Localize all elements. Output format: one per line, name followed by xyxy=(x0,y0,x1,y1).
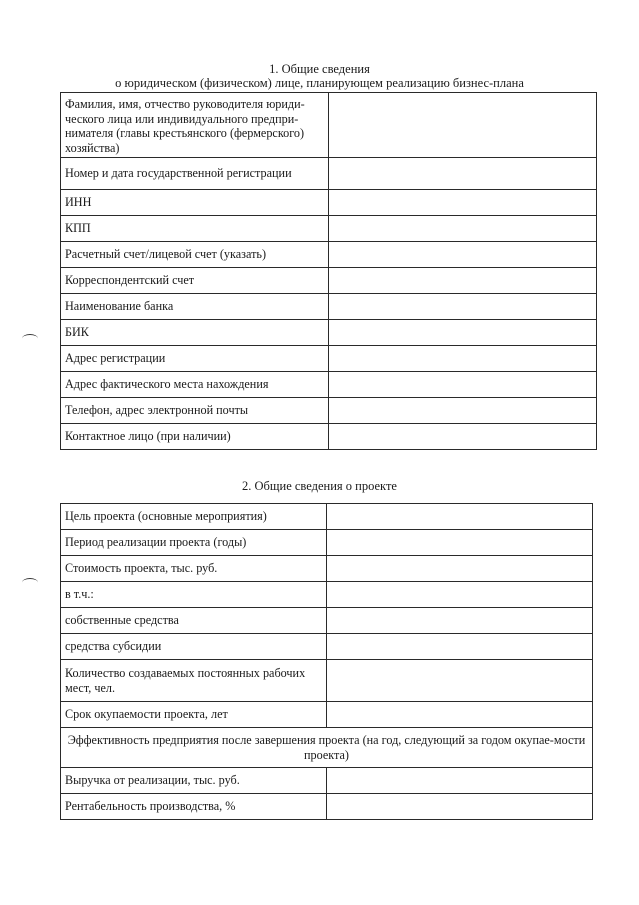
section1-subtitle: о юридическом (физическом) лице, планирующем реализацию бизнес-плана xyxy=(115,76,524,90)
row-label: КПП xyxy=(61,216,329,242)
table-row xyxy=(61,346,597,372)
table-row xyxy=(61,372,597,398)
row-label: Период реализации проекта (годы) xyxy=(61,530,327,556)
value-field[interactable] xyxy=(329,398,597,424)
row-label: собственные средства xyxy=(61,608,327,634)
table-row xyxy=(61,768,593,794)
value-field[interactable] xyxy=(327,794,593,820)
row-label: Корреспондентский счет xyxy=(61,268,329,294)
table-row xyxy=(61,634,593,660)
table-row xyxy=(61,530,593,556)
value-field[interactable] xyxy=(327,530,593,556)
value-field[interactable] xyxy=(329,346,597,372)
table-row xyxy=(61,294,597,320)
value-field[interactable] xyxy=(329,158,597,190)
row-label: средства субсидии xyxy=(61,634,327,660)
row-label: Срок окупаемости проекта, лет xyxy=(61,702,327,728)
row-label: Расчетный счет/лицевой счет (указать) xyxy=(61,242,329,268)
value-field[interactable] xyxy=(329,320,597,346)
value-field[interactable] xyxy=(329,216,597,242)
table-span-row xyxy=(61,728,593,768)
applicant-info-table xyxy=(60,92,597,450)
section1-title: 1. Общие сведения xyxy=(269,62,370,76)
row-label: ИНН xyxy=(61,190,329,216)
row-label: в т.ч.: xyxy=(61,582,327,608)
table-row xyxy=(61,242,597,268)
table-row xyxy=(61,504,593,530)
row-label: Адрес фактического места нахождения xyxy=(61,372,329,398)
value-field[interactable] xyxy=(327,660,593,702)
value-field[interactable] xyxy=(327,768,593,794)
value-field[interactable] xyxy=(327,608,593,634)
table-row xyxy=(61,398,597,424)
value-field[interactable] xyxy=(329,372,597,398)
efficiency-heading: Эффективность предприятия после завершения проекта (на год, следующий за годом окупае-мости проекта) xyxy=(61,728,593,768)
table-row xyxy=(61,216,597,242)
row-label: Наименование банка xyxy=(61,294,329,320)
row-label: БИК xyxy=(61,320,329,346)
project-info-table xyxy=(60,503,593,820)
row-label: Рентабельность производства, % xyxy=(61,794,327,820)
value-field[interactable] xyxy=(327,634,593,660)
table-row xyxy=(61,702,593,728)
punch-mark xyxy=(22,334,38,343)
value-field[interactable] xyxy=(329,424,597,450)
value-field[interactable] xyxy=(327,556,593,582)
value-field[interactable] xyxy=(327,504,593,530)
row-label: Количество создаваемых постоянных рабочих мест, чел. xyxy=(61,660,327,702)
value-field[interactable] xyxy=(329,268,597,294)
row-label: Телефон, адрес электронной почты xyxy=(61,398,329,424)
row-label: Адрес регистрации xyxy=(61,346,329,372)
table-row xyxy=(61,608,593,634)
table-row xyxy=(61,794,593,820)
value-field[interactable] xyxy=(327,582,593,608)
table-row xyxy=(61,320,597,346)
table-row xyxy=(61,582,593,608)
table-row xyxy=(61,660,593,702)
row-label: Стоимость проекта, тыс. руб. xyxy=(61,556,327,582)
row-label: Контактное лицо (при наличии) xyxy=(61,424,329,450)
table-row xyxy=(61,158,597,190)
table-row xyxy=(61,556,593,582)
row-label: Цель проекта (основные мероприятия) xyxy=(61,504,327,530)
value-field[interactable] xyxy=(329,93,597,158)
row-label: Фамилия, имя, отчество руководителя юриди-ческого лица или индивидуального предпри-нимателя (главы крестьянского (фермерского) хозяйства) xyxy=(61,93,329,158)
value-field[interactable] xyxy=(327,702,593,728)
table-row xyxy=(61,190,597,216)
punch-mark xyxy=(22,578,38,587)
value-field[interactable] xyxy=(329,242,597,268)
row-label: Номер и дата государственной регистрации xyxy=(61,158,329,190)
value-field[interactable] xyxy=(329,294,597,320)
table-row xyxy=(61,424,597,450)
row-label: Выручка от реализации, тыс. руб. xyxy=(61,768,327,794)
section2-title: 2. Общие сведения о проекте xyxy=(242,479,397,493)
table-row xyxy=(61,93,597,158)
value-field[interactable] xyxy=(329,190,597,216)
table-row xyxy=(61,268,597,294)
